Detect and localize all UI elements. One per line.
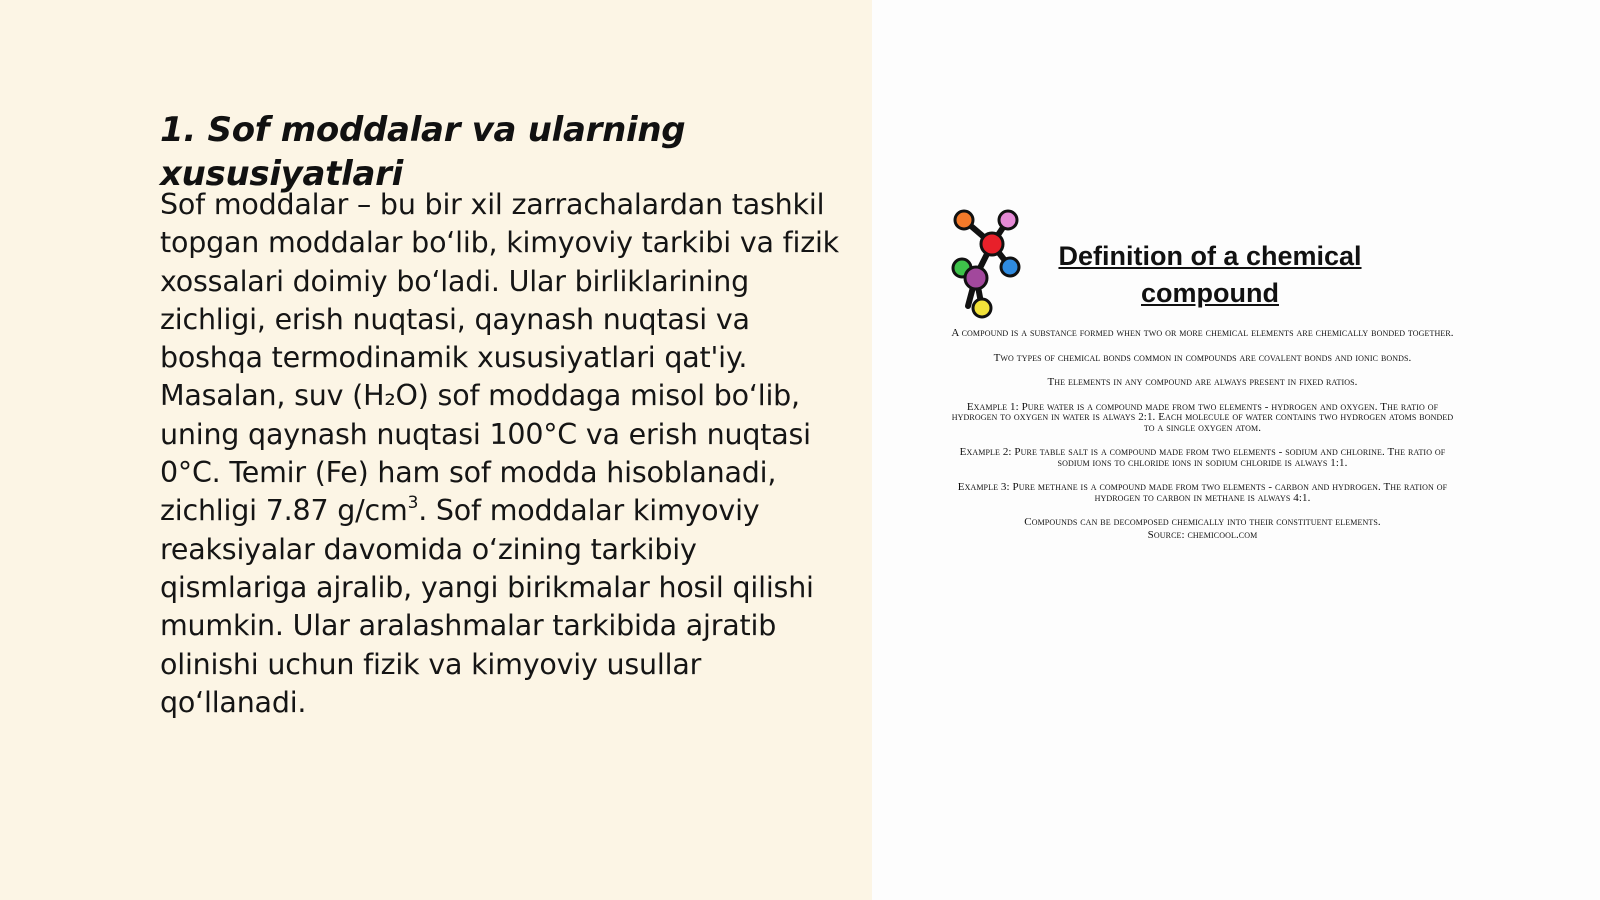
figure-paragraph: Example 2: Pure table salt is a compound made from two elements - sodium and chlorine. The ratio of sodium ions to chloride ions in sodium chloride is always 1:1. [959,446,1446,469]
body-superscript: 3 [407,493,419,514]
figure-paragraph: Example 1: Pure water is a compound made from two elements - hydrogen and oxygen. The ratio of hydrogen to oxygen in water is always 2:1. Each molecule of water contains two hydrogen atoms bonded to a single oxygen atom. [951,400,1454,434]
figure-paragraph: Two types of chemical bonds common in compounds are covalent bonds and ionic bonds. [993,351,1412,364]
body-text-part-1: Sof moddalar – bu bir xil zarrachalardan tashkil topgan moddalar bo‘lib, kimyoviy tarkibi va fizik xossalari doimiy bo‘ladi. Ular birliklarining zichligi, erish nuqtasi, qaynash nuqtasi va boshqa termodinamik xususiyatlari qat'iy. Masalan, suv (H₂O) sof moddaga misol bo‘lib, uning qaynash nuqtasi 100°C va erish nuqtasi 0°C. Temir (Fe) ham sof modda hisoblanadi, zichligi 7.87 g/cm [160,188,839,528]
figure-title: Definition of a chemical compound [1058,241,1362,308]
compound-definition-figure [950,208,1460,568]
molecule-icon [950,208,1030,320]
figure-text [950,328,1455,554]
atom-blue [1001,258,1019,276]
figure-paragraph: A compound is a substance formed when two or more chemical elements are chemically bonded together. [951,327,1454,339]
atom-pink [999,211,1017,229]
figure-source: Source: chemicool.com [1147,528,1258,541]
figure-paragraph: Example 3: Pure methane is a compound made from two elements - carbon and hydrogen. The ration of hydrogen to carbon in methane is always 4:1. [957,481,1448,504]
atom-orange [955,211,973,229]
atom-red [981,233,1003,255]
atom-purple [965,267,987,289]
figure-paragraph: The elements in any compound are always present in fixed ratios. [1047,376,1358,388]
atom-yellow [973,299,991,317]
slide-title: 1. Sof moddalar va ularning xususiyatlari [160,110,686,194]
slide-body [160,186,850,722]
body-text-part-2: . Sof moddalar kimyoviy reaksiyalar davomida o‘zining tarkibiy qismlariga ajralib, yangi birikmalar hosil qilishi mumkin. Ular aralashmalar tarkibida ajratib olinishi uchun fizik va kimyoviy usullar qo‘llanadi. [160,494,814,719]
figure-paragraph: Compounds can be decomposed chemically into their constituent elements. [1024,516,1381,528]
